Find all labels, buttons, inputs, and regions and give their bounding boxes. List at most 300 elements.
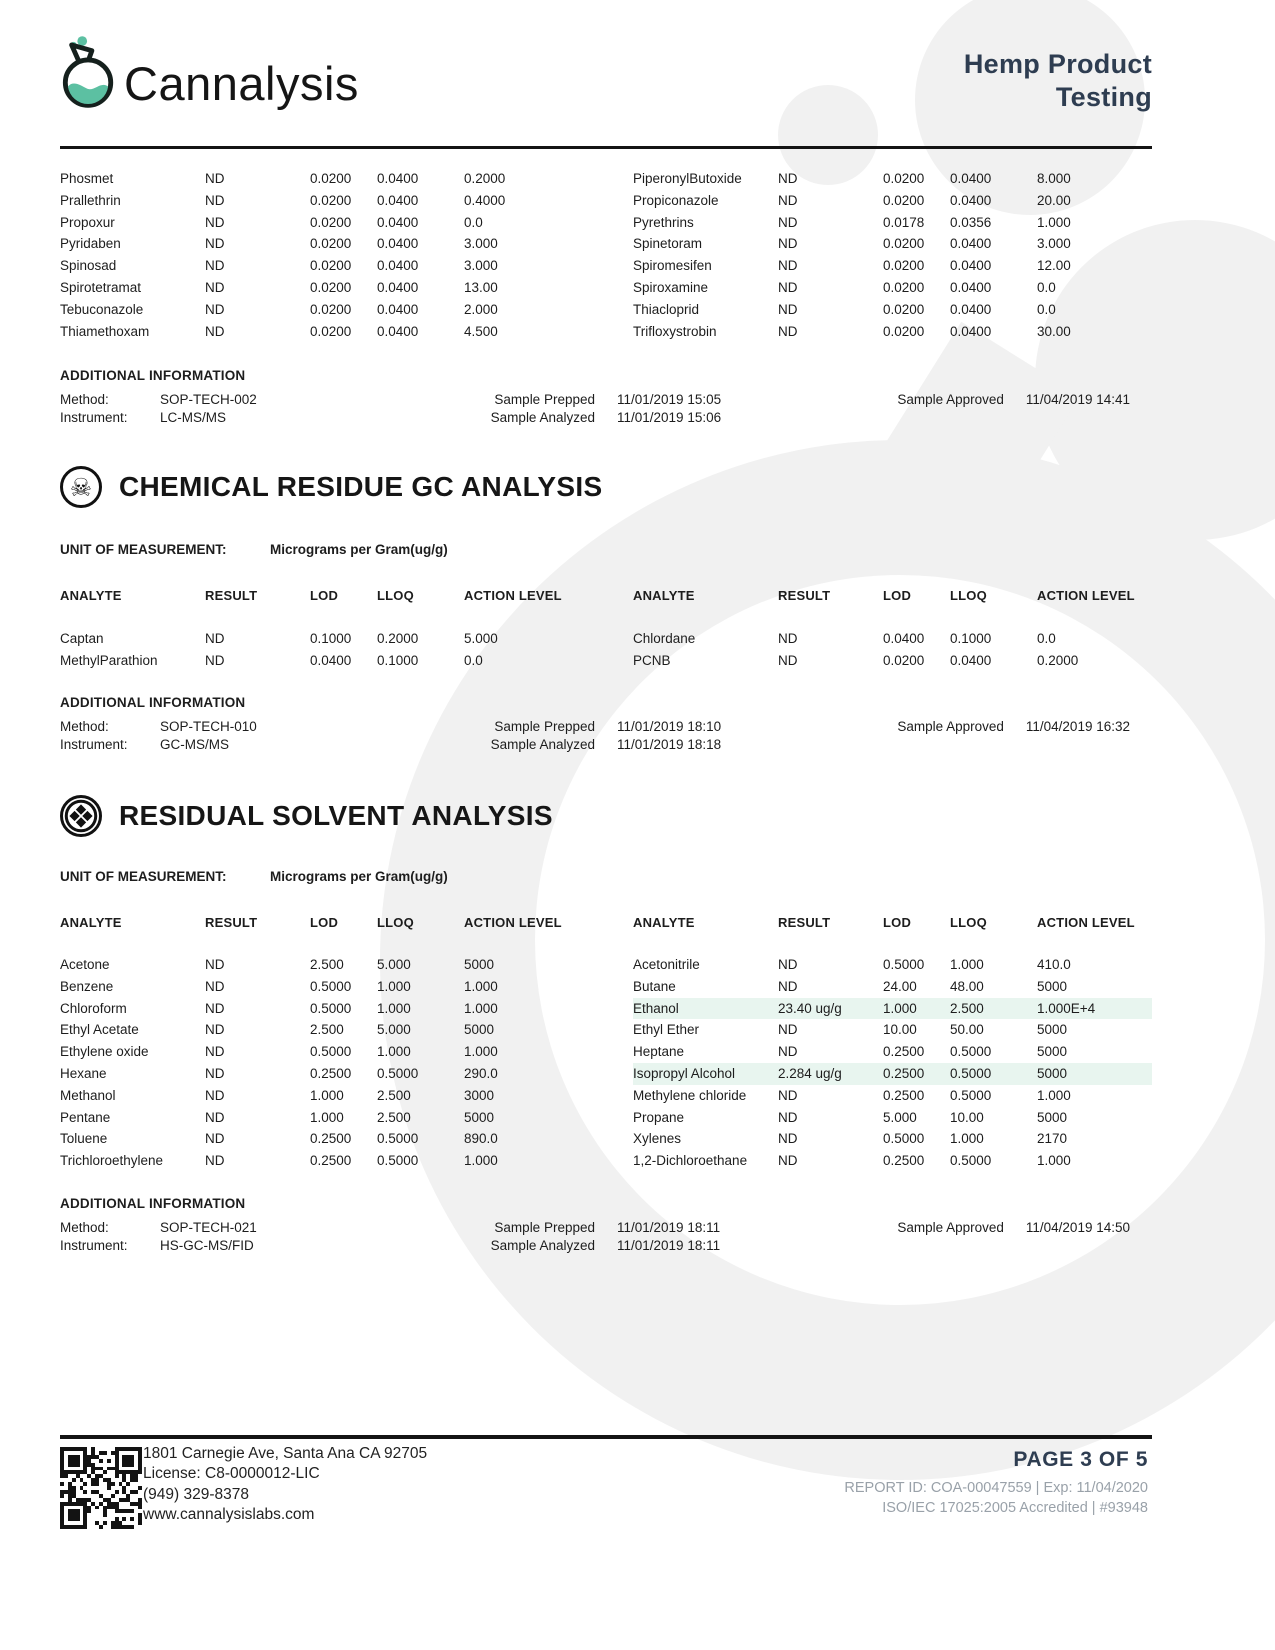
instrument-label: Instrument: bbox=[60, 1237, 128, 1253]
lloq-cell: 1.000 bbox=[950, 957, 984, 972]
lloq-cell: 0.0400 bbox=[377, 214, 419, 230]
lod-cell: 0.0200 bbox=[883, 171, 925, 186]
lloq-cell: 0.5000 bbox=[377, 1153, 419, 1169]
lod-cell: 0.0200 bbox=[883, 652, 925, 668]
result-cell: ND bbox=[778, 652, 798, 668]
lod-cell: 0.0400 bbox=[883, 631, 925, 646]
lloq-cell: 0.0400 bbox=[950, 301, 992, 317]
lab-address: 1801 Carnegie Ave, Santa Ana CA 92705 bbox=[143, 1445, 428, 1462]
table-row bbox=[60, 212, 590, 234]
sample-analyzed-value: 11/01/2019 18:18 bbox=[617, 736, 722, 752]
footer-divider bbox=[60, 1435, 1152, 1439]
result-cell: ND bbox=[778, 279, 798, 295]
sample-analyzed-value: 11/01/2019 18:11 bbox=[617, 1237, 721, 1253]
action-level-cell: 1.000 bbox=[464, 1000, 498, 1016]
result-header: RESULT bbox=[205, 915, 258, 930]
action-level-cell: 5000 bbox=[1037, 1044, 1068, 1060]
solvent-column-headers bbox=[60, 912, 1152, 934]
action-level-cell: 5000 bbox=[1037, 978, 1068, 994]
pesticide-left-column bbox=[60, 168, 590, 342]
lloq-header: LLOQ bbox=[950, 588, 987, 603]
table-row bbox=[633, 168, 1152, 190]
analyte-cell: PCNB bbox=[633, 652, 671, 668]
analyte-cell: Spirotetramat bbox=[60, 279, 142, 295]
lod-cell: 0.0200 bbox=[310, 171, 352, 186]
result-cell: 23.40 ug/g bbox=[778, 1000, 842, 1016]
result-cell: ND bbox=[205, 258, 225, 274]
analyte-header: ANALYTE bbox=[633, 915, 695, 930]
lloq-cell: 0.2000 bbox=[377, 631, 419, 646]
lab-website: www.cannalysislabs.com bbox=[143, 1506, 315, 1524]
table-row bbox=[60, 233, 590, 255]
action-level-cell: 1.000 bbox=[1037, 1087, 1071, 1103]
lloq-cell: 0.5000 bbox=[377, 1131, 419, 1147]
result-cell: ND bbox=[205, 978, 225, 994]
solvent-right-column bbox=[633, 954, 1152, 1172]
action-level-header: ACTION LEVEL bbox=[1037, 915, 1135, 930]
action-level-cell: 1.000 bbox=[1037, 214, 1071, 230]
result-cell: ND bbox=[205, 1022, 225, 1038]
lod-header: LOD bbox=[310, 915, 339, 930]
lod-cell: 0.0200 bbox=[310, 323, 352, 339]
result-cell: ND bbox=[205, 192, 225, 208]
action-level-cell: 0.0 bbox=[1037, 631, 1056, 646]
lod-cell: 0.0178 bbox=[883, 214, 925, 230]
analyte-header: ANALYTE bbox=[60, 915, 122, 930]
unit-value: Micrograms per Gram(ug/g) bbox=[270, 542, 448, 557]
sample-approved-value: 11/04/2019 16:32 bbox=[1025, 719, 1130, 734]
table-row bbox=[60, 277, 590, 299]
table-row bbox=[633, 998, 1152, 1020]
result-header: RESULT bbox=[205, 588, 258, 603]
lloq-cell: 0.1000 bbox=[950, 631, 992, 646]
analyte-cell: Propiconazole bbox=[633, 192, 719, 208]
instrument-value: GC-MS/MS bbox=[160, 736, 229, 752]
lloq-cell: 1.000 bbox=[950, 1131, 984, 1147]
skull-crossbones-icon: ☠ bbox=[60, 466, 102, 508]
table-row bbox=[633, 233, 1152, 255]
action-level-cell: 1.000 bbox=[1037, 1153, 1071, 1169]
table-row bbox=[633, 976, 1152, 998]
lod-cell: 1.000 bbox=[310, 1087, 344, 1103]
lloq-cell: 50.00 bbox=[950, 1022, 984, 1038]
analyte-cell: Hexane bbox=[60, 1065, 107, 1081]
lod-cell: 1.000 bbox=[883, 1000, 917, 1016]
analyte-cell: Heptane bbox=[633, 1044, 685, 1060]
gc-left-column bbox=[60, 628, 590, 672]
lloq-cell: 0.0400 bbox=[377, 279, 419, 295]
action-level-cell: 410.0 bbox=[1037, 957, 1071, 972]
analyte-cell: Methanol bbox=[60, 1087, 116, 1103]
additional-info-heading: ADDITIONAL INFORMATION bbox=[60, 368, 246, 383]
lod-cell: 0.0200 bbox=[883, 323, 925, 339]
method-label: Method: bbox=[60, 392, 109, 407]
result-cell: ND bbox=[205, 1044, 225, 1060]
additional-info-heading: ADDITIONAL INFORMATION bbox=[60, 695, 246, 710]
lod-cell: 0.1000 bbox=[310, 631, 352, 646]
header bbox=[60, 34, 1152, 114]
lod-cell: 0.5000 bbox=[310, 978, 352, 994]
lod-cell: 0.0200 bbox=[310, 236, 352, 252]
header-divider bbox=[60, 146, 1152, 149]
lloq-cell: 0.0400 bbox=[377, 236, 419, 252]
unit-value: Micrograms per Gram(ug/g) bbox=[270, 869, 448, 884]
result-cell: ND bbox=[205, 1087, 225, 1103]
brand-name: Cannalysis bbox=[124, 57, 359, 110]
action-level-cell: 1.000 bbox=[464, 1044, 498, 1060]
sample-prepped-label: Sample Prepped bbox=[494, 1220, 595, 1235]
table-row bbox=[633, 628, 1152, 650]
lloq-cell: 0.0400 bbox=[950, 279, 992, 295]
table-row bbox=[633, 1150, 1152, 1172]
analyte-cell: 1,2-Dichloroethane bbox=[633, 1153, 748, 1169]
result-cell: ND bbox=[205, 1109, 225, 1125]
table-row bbox=[633, 1041, 1152, 1063]
table-row bbox=[60, 998, 590, 1020]
sample-analyzed-label: Sample Analyzed bbox=[490, 409, 595, 425]
sample-approved-label: Sample Approved bbox=[897, 1220, 1004, 1235]
additional-info-lc bbox=[60, 368, 1152, 431]
solvent-left-column bbox=[60, 954, 590, 1172]
action-level-cell: 3.000 bbox=[464, 258, 498, 274]
analyte-cell: Chlordane bbox=[633, 631, 696, 646]
action-level-cell: 5000 bbox=[1037, 1022, 1068, 1038]
result-cell: ND bbox=[205, 652, 225, 668]
lloq-cell: 1.000 bbox=[377, 1044, 411, 1060]
result-cell: ND bbox=[778, 1022, 798, 1038]
result-cell: 2.284 ug/g bbox=[778, 1065, 842, 1081]
action-level-cell: 3000 bbox=[464, 1087, 495, 1103]
table-row bbox=[60, 255, 590, 277]
table-row bbox=[60, 299, 590, 321]
lod-cell: 0.0200 bbox=[883, 192, 925, 208]
action-level-cell: 2.000 bbox=[464, 301, 498, 317]
analyte-cell: Phosmet bbox=[60, 171, 114, 186]
table-row bbox=[633, 190, 1152, 212]
action-level-cell: 8.000 bbox=[1037, 171, 1071, 186]
lod-cell: 0.2500 bbox=[310, 1153, 352, 1169]
action-level-cell: 0.4000 bbox=[464, 192, 506, 208]
result-cell: ND bbox=[205, 957, 225, 972]
lloq-cell: 0.5000 bbox=[950, 1087, 992, 1103]
analyte-cell: Isopropyl Alcohol bbox=[633, 1065, 736, 1081]
result-cell: ND bbox=[778, 258, 798, 274]
lod-cell: 0.5000 bbox=[883, 957, 925, 972]
gc-section-title: CHEMICAL RESIDUE GC ANALYSIS bbox=[119, 471, 603, 502]
report-type-title bbox=[964, 48, 1152, 114]
lloq-header: LLOQ bbox=[377, 588, 414, 603]
analyte-cell: Ethanol bbox=[633, 1000, 679, 1016]
action-level-cell: 13.00 bbox=[464, 279, 498, 295]
table-row bbox=[60, 321, 590, 343]
action-level-cell: 3.000 bbox=[464, 236, 498, 252]
method-value: SOP-TECH-002 bbox=[160, 392, 257, 407]
lloq-cell: 2.500 bbox=[950, 1000, 984, 1016]
result-cell: ND bbox=[205, 631, 225, 646]
result-cell: ND bbox=[778, 957, 798, 972]
report-id-line: REPORT ID: COA-00047559 | Exp: 11/04/2020 bbox=[844, 1480, 1148, 1496]
gc-right-column bbox=[633, 628, 1152, 672]
analyte-header: ANALYTE bbox=[633, 588, 695, 603]
unit-label: UNIT OF MEASUREMENT: bbox=[60, 869, 227, 884]
solvent-section-header bbox=[60, 795, 553, 837]
lloq-cell: 0.0400 bbox=[950, 258, 992, 274]
lod-cell: 0.2500 bbox=[883, 1044, 925, 1060]
table-row bbox=[633, 1019, 1152, 1041]
table-row bbox=[60, 1128, 590, 1150]
instrument-value: LC-MS/MS bbox=[160, 409, 227, 425]
analyte-cell: Ethyl Acetate bbox=[60, 1022, 139, 1038]
result-cell: ND bbox=[205, 1131, 225, 1147]
lod-header: LOD bbox=[883, 588, 912, 603]
lod-header: LOD bbox=[310, 588, 339, 603]
action-level-cell: 1.000E+4 bbox=[1037, 1000, 1096, 1016]
analyte-cell: Methylene chloride bbox=[633, 1087, 747, 1103]
report-type-line1: Hemp Product bbox=[963, 49, 1152, 79]
analyte-cell: Spinetoram bbox=[633, 236, 703, 252]
result-cell: ND bbox=[778, 1153, 798, 1169]
lod-cell: 0.2500 bbox=[883, 1153, 925, 1169]
analyte-cell: Spiroxamine bbox=[633, 279, 709, 295]
lloq-cell: 10.00 bbox=[950, 1109, 984, 1125]
method-label: Method: bbox=[60, 1220, 109, 1235]
method-label: Method: bbox=[60, 719, 109, 734]
result-cell: ND bbox=[778, 1131, 798, 1147]
method-value: SOP-TECH-021 bbox=[160, 1220, 257, 1235]
result-cell: ND bbox=[778, 1109, 798, 1125]
result-cell: ND bbox=[778, 631, 798, 646]
action-level-cell: 5000 bbox=[1037, 1109, 1068, 1125]
four-diamonds-icon bbox=[60, 795, 102, 837]
lloq-header: LLOQ bbox=[950, 915, 987, 930]
result-cell: ND bbox=[205, 323, 225, 339]
table-row bbox=[60, 1063, 590, 1085]
sample-analyzed-label: Sample Analyzed bbox=[490, 736, 595, 752]
action-level-cell: 0.2000 bbox=[1037, 652, 1079, 668]
analyte-cell: Spinosad bbox=[60, 258, 117, 274]
sample-approved-value: 11/04/2019 14:50 bbox=[1025, 1220, 1130, 1235]
sample-approved-label: Sample Approved bbox=[897, 719, 1004, 734]
lod-header: LOD bbox=[883, 915, 912, 930]
lloq-cell: 0.0400 bbox=[377, 301, 419, 317]
flask-icon bbox=[60, 34, 118, 110]
gc-table bbox=[60, 628, 1152, 672]
lod-cell: 0.0200 bbox=[310, 301, 352, 317]
analyte-cell: Propoxur bbox=[60, 214, 115, 230]
lod-cell: 5.000 bbox=[883, 1109, 917, 1125]
lod-cell: 2.500 bbox=[310, 1022, 344, 1038]
table-row bbox=[60, 168, 590, 190]
sample-prepped-value: 11/01/2019 18:11 bbox=[617, 1220, 721, 1235]
result-cell: ND bbox=[778, 214, 798, 230]
table-row bbox=[633, 1085, 1152, 1107]
analyte-cell: Captan bbox=[60, 631, 104, 646]
lod-cell: 0.2500 bbox=[883, 1065, 925, 1081]
action-level-cell: 5000 bbox=[1037, 1065, 1068, 1081]
action-level-header: ACTION LEVEL bbox=[1037, 588, 1135, 603]
action-level-cell: 0.2000 bbox=[464, 171, 506, 186]
lod-cell: 0.0200 bbox=[883, 279, 925, 295]
result-header: RESULT bbox=[778, 915, 831, 930]
table-row bbox=[60, 1085, 590, 1107]
solvent-unit-of-measurement bbox=[60, 868, 448, 885]
unit-label: UNIT OF MEASUREMENT: bbox=[60, 542, 227, 557]
action-level-cell: 12.00 bbox=[1037, 258, 1071, 274]
lloq-cell: 0.5000 bbox=[377, 1065, 419, 1081]
analyte-cell: Acetone bbox=[60, 957, 110, 972]
lod-cell: 0.0200 bbox=[883, 236, 925, 252]
table-row bbox=[60, 1107, 590, 1129]
analyte-cell: Xylenes bbox=[633, 1131, 682, 1147]
analyte-cell: Ethylene oxide bbox=[60, 1044, 149, 1060]
analyte-cell: Thiamethoxam bbox=[60, 323, 150, 339]
lloq-cell: 5.000 bbox=[377, 1022, 411, 1038]
table-row bbox=[60, 190, 590, 212]
additional-info-solvent bbox=[60, 1196, 1152, 1259]
sample-approved-value: 11/04/2019 14:41 bbox=[1025, 392, 1130, 407]
result-cell: ND bbox=[778, 1044, 798, 1060]
analyte-cell: Pyrethrins bbox=[633, 214, 694, 230]
result-cell: ND bbox=[778, 236, 798, 252]
lod-cell: 0.0200 bbox=[310, 279, 352, 295]
action-level-cell: 3.000 bbox=[1037, 236, 1071, 252]
page-number: PAGE 3 OF 5 bbox=[1013, 1448, 1148, 1471]
brand-logo bbox=[60, 34, 359, 110]
lod-cell: 0.2500 bbox=[310, 1065, 352, 1081]
lloq-cell: 0.0356 bbox=[950, 214, 992, 230]
lod-cell: 0.2500 bbox=[883, 1087, 925, 1103]
table-row bbox=[60, 954, 590, 976]
lloq-cell: 0.0400 bbox=[950, 171, 992, 186]
lloq-cell: 0.5000 bbox=[950, 1153, 992, 1169]
result-cell: ND bbox=[205, 171, 225, 186]
sample-prepped-label: Sample Prepped bbox=[494, 392, 595, 407]
lloq-cell: 0.0400 bbox=[377, 258, 419, 274]
instrument-value: HS-GC-MS/FID bbox=[160, 1237, 254, 1253]
result-cell: ND bbox=[778, 323, 798, 339]
analyte-cell: PiperonylButoxide bbox=[633, 171, 742, 186]
result-cell: ND bbox=[778, 192, 798, 208]
action-level-cell: 0.0 bbox=[464, 652, 483, 668]
table-row bbox=[633, 954, 1152, 976]
lloq-cell: 0.1000 bbox=[377, 652, 419, 668]
lloq-cell: 1.000 bbox=[377, 978, 411, 994]
analyte-cell: Ethyl Ether bbox=[633, 1022, 700, 1038]
result-cell: ND bbox=[205, 279, 225, 295]
lab-phone: (949) 329-8378 bbox=[143, 1485, 249, 1503]
analyte-header: ANALYTE bbox=[60, 588, 122, 603]
analyte-cell: Toluene bbox=[60, 1131, 108, 1147]
table-row bbox=[633, 212, 1152, 234]
analyte-cell: Prallethrin bbox=[60, 192, 121, 208]
action-level-cell: 290.0 bbox=[464, 1065, 498, 1081]
report-type-line2: Testing bbox=[1055, 82, 1152, 112]
table-row bbox=[633, 299, 1152, 321]
lloq-cell: 5.000 bbox=[377, 957, 411, 972]
lod-cell: 0.5000 bbox=[310, 1000, 352, 1016]
action-level-header: ACTION LEVEL bbox=[464, 915, 562, 930]
table-row bbox=[60, 628, 590, 650]
additional-info-gc bbox=[60, 695, 1152, 758]
accreditation-line: ISO/IEC 17025:2005 Accredited | #93948 bbox=[882, 1499, 1148, 1516]
lloq-cell: 0.0400 bbox=[950, 323, 992, 339]
action-level-cell: 0.0 bbox=[1037, 279, 1056, 295]
analyte-cell: MethylParathion bbox=[60, 652, 158, 668]
lod-cell: 1.000 bbox=[310, 1109, 344, 1125]
footer-report-block bbox=[844, 1448, 1148, 1518]
lloq-cell: 0.0400 bbox=[377, 171, 419, 186]
additional-info-heading: ADDITIONAL INFORMATION bbox=[60, 1196, 246, 1211]
analyte-cell: Spiromesifen bbox=[633, 258, 712, 274]
lloq-header: LLOQ bbox=[377, 915, 414, 930]
sample-analyzed-value: 11/01/2019 15:06 bbox=[617, 409, 722, 425]
action-level-cell: 890.0 bbox=[464, 1131, 498, 1147]
lod-cell: 0.0200 bbox=[310, 258, 352, 274]
lloq-cell: 0.0400 bbox=[950, 192, 992, 208]
action-level-cell: 0.0 bbox=[464, 214, 483, 230]
table-row bbox=[633, 1128, 1152, 1150]
lloq-cell: 0.5000 bbox=[950, 1065, 992, 1081]
sample-approved-label: Sample Approved bbox=[897, 392, 1004, 407]
table-row bbox=[60, 1150, 590, 1172]
solvent-section-title: RESIDUAL SOLVENT ANALYSIS bbox=[119, 800, 553, 831]
action-level-cell: 4.500 bbox=[464, 323, 498, 339]
result-cell: ND bbox=[205, 1153, 225, 1169]
table-row bbox=[633, 1063, 1152, 1085]
lab-contact-block bbox=[143, 1444, 427, 1526]
analyte-cell: Benzene bbox=[60, 978, 114, 994]
table-row bbox=[633, 255, 1152, 277]
lod-cell: 2.500 bbox=[310, 957, 344, 972]
lloq-cell: 0.5000 bbox=[950, 1044, 992, 1060]
method-value: SOP-TECH-010 bbox=[160, 719, 257, 734]
sample-prepped-value: 11/01/2019 15:05 bbox=[617, 392, 722, 407]
action-level-cell: 5.000 bbox=[464, 631, 498, 646]
action-level-cell: 1.000 bbox=[464, 1153, 498, 1169]
lod-cell: 0.0400 bbox=[310, 652, 352, 668]
instrument-label: Instrument: bbox=[60, 736, 128, 752]
gc-unit-of-measurement bbox=[60, 541, 448, 558]
lod-cell: 10.00 bbox=[883, 1022, 917, 1038]
qr-code bbox=[60, 1447, 142, 1529]
result-cell: ND bbox=[205, 301, 225, 317]
table-row bbox=[633, 321, 1152, 343]
analyte-cell: Butane bbox=[633, 978, 676, 994]
table-row bbox=[60, 976, 590, 998]
table-row bbox=[60, 650, 590, 672]
lloq-cell: 48.00 bbox=[950, 978, 984, 994]
analyte-cell: Chloroform bbox=[60, 1000, 127, 1016]
sample-prepped-value: 11/01/2019 18:10 bbox=[617, 719, 722, 734]
lloq-cell: 0.0400 bbox=[950, 652, 992, 668]
lod-cell: 0.0200 bbox=[310, 192, 352, 208]
action-level-cell: 5000 bbox=[464, 957, 495, 972]
lod-cell: 0.0200 bbox=[883, 301, 925, 317]
gc-section-header bbox=[60, 466, 602, 508]
lloq-cell: 1.000 bbox=[377, 1000, 411, 1016]
result-cell: ND bbox=[205, 236, 225, 252]
result-cell: ND bbox=[205, 1065, 225, 1081]
action-level-cell: 0.0 bbox=[1037, 301, 1056, 317]
analyte-cell: Tebuconazole bbox=[60, 301, 144, 317]
gc-column-headers bbox=[60, 585, 1152, 607]
lloq-cell: 0.0400 bbox=[377, 323, 419, 339]
lab-license: License: C8-0000012-LIC bbox=[143, 1465, 320, 1483]
action-level-cell: 5000 bbox=[464, 1022, 495, 1038]
analyte-cell: Acetonitrile bbox=[633, 957, 700, 972]
result-cell: ND bbox=[778, 171, 798, 186]
lloq-cell: 0.0400 bbox=[377, 192, 419, 208]
